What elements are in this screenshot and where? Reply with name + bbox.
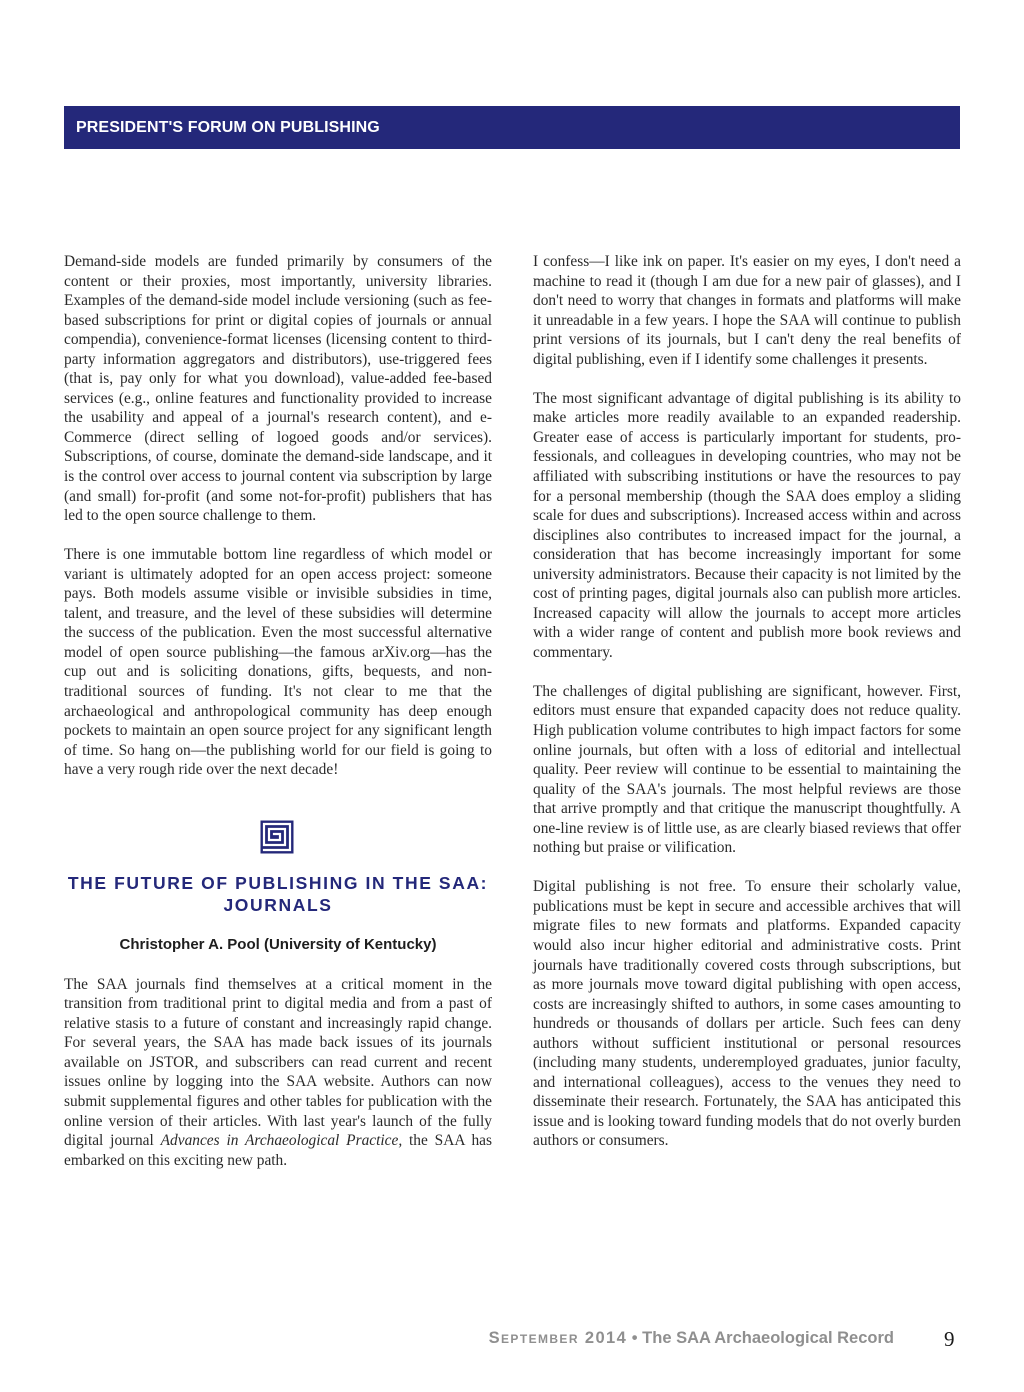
article-author: Christopher A. Pool (University of Kentucky) <box>119 935 437 953</box>
footer-publication: The SAA Archaeological Record <box>642 1329 894 1347</box>
right-column <box>533 252 961 1171</box>
section-banner <box>64 106 960 149</box>
article-intro-paragraph <box>64 975 492 1170</box>
left-column <box>64 252 492 1190</box>
page-number: 9 <box>944 1327 955 1351</box>
body-paragraph: The most significant advantage of digital publishing is its ability to make articles more readily available to an expanded readership. Greater ease of access is particularly important for students, professionals, and colleagues in developing countries, who may not be affiliated with subscribing institutions or have the resources to pay for a personal membership (though the SAA does employ a sliding scale for dues and subscriptions). Increased access within and across disciplines also contributes to increased impact for the journal, a consideration that has become increasingly important for some university administrators. Because their capacity is not limited by the cost of printing pages, digital journals also can publish more articles. Increased capacity will allow the journals to accept more articles with a wider range of content and publish more book reviews and commentary. <box>533 389 961 661</box>
body-paragraph: Demand-side models are funded primarily by consumers of the content or their proxies, most importantly, university libraries. Examples of the demand-side model include versioning (such as fee-based subscriptions for print or digital copies of journals or annual compendia), convenience-format licenses (licensing content to third-party information aggregators and distributors), use-triggered fees (that is, pay only for what you download), value-added fee-based services (e.g., online features and functionality provided to increase the usability and appeal of a journal's research content), and e-Commerce (direct selling of logoed goods and/or services). Subscriptions, of course, dominate the demand-side landscape, and it is the control over access to journal content via subscription by large (and small) for-profit (and some not-for-profit) publishers that has led to the open source challenge to them. <box>64 253 492 525</box>
body-paragraph: There is one immutable bottom line regardless of which model or variant is ultimately adopted for an open access project: someone pays. Both models assume visible or invisible subsidies in time, talent, and treasure, and the level of these subsidies will determine the success of the publication. Even the most successful alternative model of open source publishing—the famous arXiv.org—has the cup out and is soliciting donations, gifts, bequests, and non-traditional sources of funding. It's not clear to me that the archaeological and anthropological community has deep enough pockets to maintain an open source project for any significant length of time. So hang on—the publishing world for our field is going to have a very rough ride over the next decade! <box>64 546 492 779</box>
body-paragraph: I confess—I like ink on paper. It's easier on my eyes, I don't need a machine to read it (though I am due for a new pair of glasses), and I don't need to worry that changes in formats and platforms will make it unreadable in a few years. I hope the SAA will continue to publish print versions of its journals, but I can't deny the real benefits of digital publishing, even if I identify some challenges it presents. <box>533 253 961 368</box>
body-paragraph: The challenges of digital publishing are significant, however. First, editors must ensure that expanded capacity does not reduce quality. High publication volume contributes to high impact factors for some online journals, but often with a loss of editorial and intellectual quality. Peer review will continue to be essential to maintaining the quality of the SAA's journals. The most helpful reviews are those that arrive promptly and that critique the manuscript thoughtfully. A one-line review is of little use, as are clearly biased reviews that offer nothing but praise or vilification. <box>533 682 961 857</box>
footer-issue-date: September 2014 <box>488 1329 628 1347</box>
ornament-divider <box>64 820 492 854</box>
spiral-fret-icon <box>260 820 294 854</box>
section-banner-title: PRESIDENT'S FORUM ON PUBLISHING <box>76 118 380 136</box>
page-footer <box>489 1329 894 1348</box>
article-title: THE FUTURE OF PUBLISHING IN THE SAA: JOURNALS <box>67 872 489 915</box>
journal-title-italic: Advances in Archaeological Practice, <box>160 1132 403 1150</box>
body-paragraph: Digital publishing is not free. To ensure their scholarly value, publications must be kept in secure and accessible archives that will migrate files to new formats and platforms. Expanded capacity would also incur higher editorial and administrative costs. Print journals have traditionally covered costs through subscriptions, but as more journals move toward digital publishing with open access, costs are increasingly shifted to authors, in some cases amounting to hundreds or thousands of dollars per article. Such fees can deny authors without sufficient institutional or personal resources (including many students, underemployed graduates, junior faculty, and international colleagues), access to the venues they need to disseminate their research. Fortunately, the SAA has anticipated this issue and is looking toward funding models that do not overly burden authors or consumers. <box>533 878 961 1150</box>
footer-separator: • <box>627 1329 643 1347</box>
intro-text-end: the SAA has embarked on this exciting new path. <box>64 1132 492 1169</box>
intro-text: The SAA journals find themselves at a critical moment in the transition from traditional print to digital media and from a past of relative stasis to a future of constant and increasingly rapid change. For several years, the SAA has made back issues of its journals available on JSTOR, and subscribers can read current and recent issues online by logging into the SAA website. Authors can now submit supplemental figures and other tables for publication with the online version of their articles. With last year's launch of the fully digital journal <box>64 975 492 1150</box>
